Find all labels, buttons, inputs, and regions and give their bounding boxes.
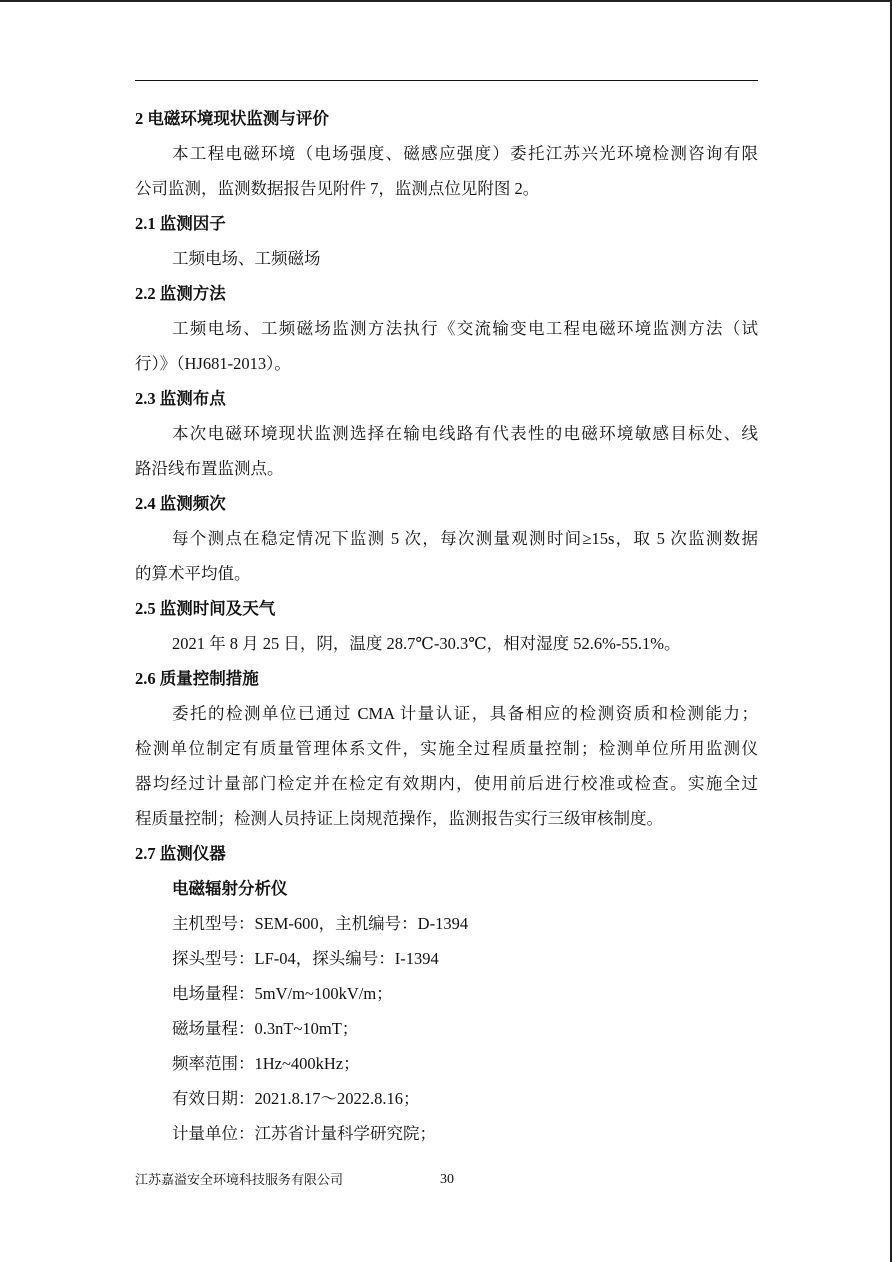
heading-2-7: 2.7 监测仪器 bbox=[135, 844, 226, 863]
paragraph-2-6-line-3: 器均经过计量部门检定并在检定有效期内，使用前后进行校准或检查。实施全过 bbox=[135, 774, 758, 793]
spec-frequency-range: 频率范围：1Hz~400kHz； bbox=[172, 1054, 360, 1073]
page-number: 30 bbox=[440, 1172, 454, 1187]
paragraph-2-6-line-2: 检测单位制定有质量管理体系文件，实施全过程质量控制；检测单位所用监测仪 bbox=[135, 739, 758, 758]
heading-2-3: 2.3 监测布点 bbox=[135, 389, 226, 408]
header-rule bbox=[135, 80, 758, 81]
document-body bbox=[135, 101, 758, 1151]
paragraph-2-6-line-1: 委托的检测单位已通过 CMA 计量认证，具备相应的检测资质和检测能力； bbox=[172, 704, 758, 723]
spec-magnetic-range: 磁场量程：0.3nT~10mT； bbox=[172, 1019, 359, 1038]
heading-2-1: 2.1 监测因子 bbox=[135, 214, 226, 233]
paragraph-2-6-line-4: 程质量控制；检测人员持证上岗规范操作，监测报告实行三级审核制度。 bbox=[135, 809, 663, 828]
page-footer bbox=[135, 1169, 758, 1191]
spec-host-model: 主机型号：SEM-600，主机编号：D-1394 bbox=[172, 914, 469, 933]
heading-2-5: 2.5 监测时间及天气 bbox=[135, 599, 276, 618]
footer-company: 江苏嘉溢安全环境科技服务有限公司 bbox=[135, 1172, 344, 1187]
paragraph-2-1: 工频电场、工频磁场 bbox=[172, 249, 321, 268]
section-title: 2 电磁环境现状监测与评价 bbox=[135, 109, 329, 128]
paragraph-2-5: 2021 年 8 月 25 日，阴，温度 28.7℃-30.3℃，相对湿度 52.6%-55.1%。 bbox=[172, 634, 681, 653]
heading-2-6: 2.6 质量控制措施 bbox=[135, 669, 259, 688]
instrument-title: 电磁辐射分析仪 bbox=[172, 879, 288, 898]
paragraph-2-2-line-1: 工频电场、工频磁场监测方法执行《交流输变电工程电磁环境监测方法（试 bbox=[172, 319, 758, 338]
heading-2-4: 2.4 监测频次 bbox=[135, 494, 226, 513]
spec-valid-date: 有效日期：2021.8.17～2022.8.16； bbox=[172, 1089, 420, 1108]
paragraph-2-3-line-1: 本次电磁环境现状监测选择在输电线路有代表性的电磁环境敏感目标处、线 bbox=[172, 424, 758, 443]
heading-2-2: 2.2 监测方法 bbox=[135, 284, 226, 303]
intro-paragraph-line-1: 本工程电磁环境（电场强度、磁感应强度）委托江苏兴光环境检测咨询有限 bbox=[172, 144, 758, 163]
paragraph-2-4-line-1: 每个测点在稳定情况下监测 5 次，每次测量观测时间≥15s，取 5 次监测数据 bbox=[172, 529, 758, 548]
page-border-top bbox=[0, 0, 892, 2]
spec-calibration-unit: 计量单位：江苏省计量科学研究院； bbox=[172, 1124, 436, 1143]
paragraph-2-2-line-2: 行）》（HJ681-2013）。 bbox=[135, 354, 291, 373]
spec-probe-model: 探头型号：LF-04，探头编号：I-1394 bbox=[172, 949, 439, 968]
paragraph-2-3-line-2: 路沿线布置监测点。 bbox=[135, 459, 284, 478]
intro-paragraph-line-2: 公司监测，监测数据报告见附件 7，监测点位见附图 2。 bbox=[135, 179, 540, 198]
spec-electric-range: 电场量程：5mV/m~100kV/m； bbox=[172, 984, 393, 1003]
paragraph-2-4-line-2: 的算术平均值。 bbox=[135, 564, 251, 583]
